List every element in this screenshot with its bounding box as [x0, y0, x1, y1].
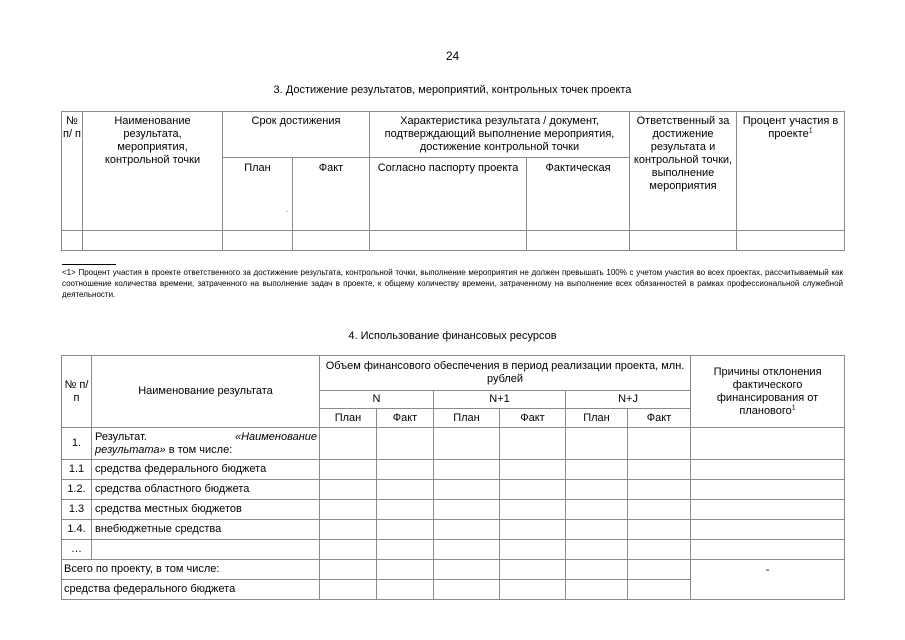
header-per-passport: Согласно паспорту проекта — [370, 158, 527, 231]
results-table — [61, 111, 845, 251]
row-num: … — [62, 540, 92, 560]
total-reason: - — [691, 560, 845, 600]
header-num: № п/п — [62, 356, 92, 428]
row-num: 1.2. — [62, 480, 92, 500]
section3-title: 3. Достижение результатов, мероприятий, контрольных точек проекта — [273, 84, 632, 96]
header-plan: План . — [223, 158, 293, 231]
total-row — [62, 560, 845, 580]
table-row — [62, 520, 845, 540]
header-num: № п/ п — [62, 112, 83, 231]
row-name: средства местных бюджетов — [92, 500, 320, 520]
header-reasons: Причины отклонения фактического финансирования от планового$^1$ — [691, 356, 845, 428]
row-num: 1.1 — [62, 460, 92, 480]
finance-table — [61, 355, 845, 600]
footnote-text: <1> Процент участия в проекте ответственного за достижение результата, контрольной точки, выполнение мероприятия не должен превышать 100% с учетом участия во всех проектах, рассчитываемый как соотношение количества времени, затраченного на выполнение задач в проекте, к общему количеству времени, затраченному на выполнение всех обязанностей в рамках профессиональной служебной деятельности. — [62, 268, 843, 299]
header-characteristic: Характеристика результата / документ, подтверждающий выполнение мероприятия, достижение контрольной точки — [370, 112, 630, 158]
period-n1: N+1 — [434, 391, 566, 409]
section4-title: 4. Использование финансовых ресурсов — [348, 330, 557, 342]
table-row — [62, 460, 845, 480]
period-n: N — [320, 391, 434, 409]
table-row — [62, 500, 845, 520]
col-plan: План — [434, 409, 500, 428]
header-name: Наименование результата, мероприятия, контрольной точки — [83, 112, 223, 231]
header-actual: Фактическая — [527, 158, 630, 231]
table-row — [62, 428, 845, 460]
row-name — [92, 540, 320, 560]
header-fact: Факт — [293, 158, 370, 231]
total-fed-label: средства федерального бюджета — [62, 580, 320, 600]
footnote-ref: 1 — [791, 403, 796, 411]
row-num: 1.4. — [62, 520, 92, 540]
period-nj: N+J — [566, 391, 691, 409]
footnote-divider — [62, 264, 116, 265]
table-row — [62, 480, 845, 500]
total-label: Всего по проекту, в том числе: — [62, 560, 320, 580]
col-fact: Факт — [500, 409, 566, 428]
row-name: Результат. «Наименование результата» в том числе: — [92, 428, 320, 460]
stray-dot: . — [286, 205, 289, 214]
table-row — [62, 540, 845, 560]
header-responsible: Ответственный за достижение результата и контрольной точки, выполнение мероприятия — [630, 112, 737, 231]
col-fact: Факт — [377, 409, 434, 428]
footnote-ref: 1 — [808, 127, 813, 135]
header-name: Наименование результата — [92, 356, 320, 428]
header-volume: Объем финансового обеспечения в период реализации проекта, млн. рублей — [320, 356, 691, 391]
row-name: средства областного бюджета — [92, 480, 320, 500]
row-name: внебюджетные средства — [92, 520, 320, 540]
col-fact: Факт — [628, 409, 691, 428]
page-number: 24 — [445, 49, 460, 63]
row-num: 1.3 — [62, 500, 92, 520]
row-name: средства федерального бюджета — [92, 460, 320, 480]
row-num: 1. — [62, 428, 92, 460]
table-row — [62, 231, 845, 251]
col-plan: План — [320, 409, 377, 428]
header-deadline: Срок достижения — [223, 112, 370, 158]
col-plan: План — [566, 409, 628, 428]
header-percent: Процент участия в проекте$^1$ — [737, 112, 845, 231]
